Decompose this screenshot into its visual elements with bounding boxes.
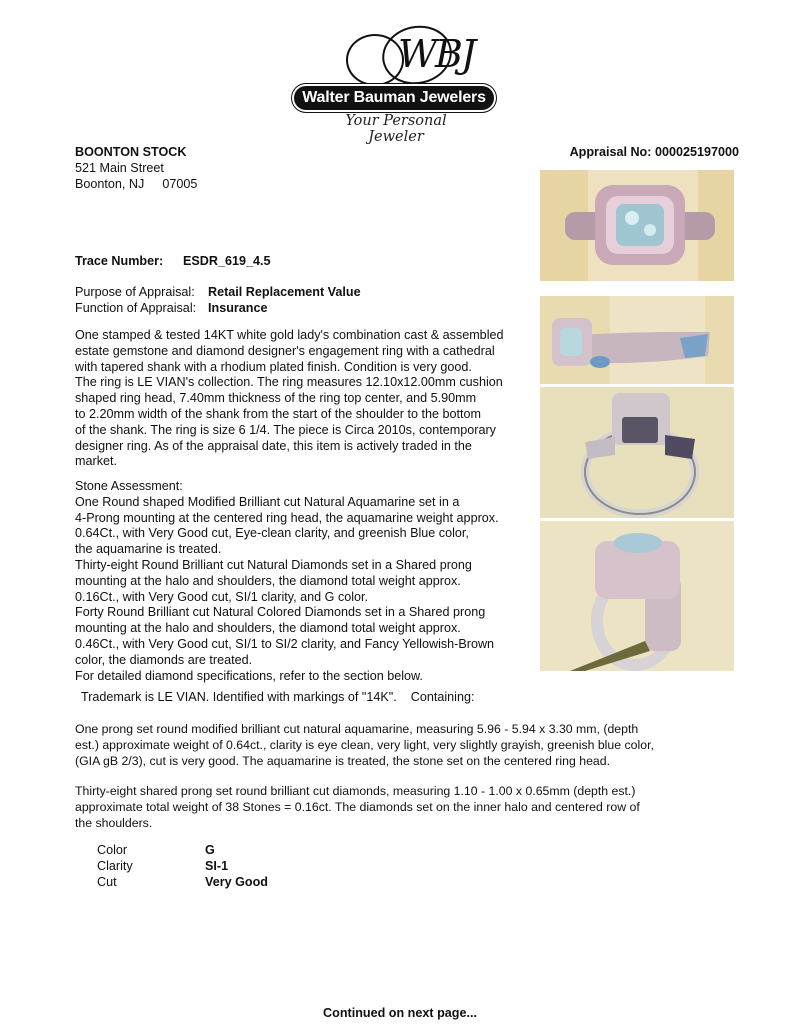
stone-assessment-line: 4-Prong mounting at the centered ring head, the aquamarine weight approx. xyxy=(75,510,499,525)
stone-assessment-line: Forty Round Brilliant cut Natural Colored Diamonds set in a Shared prong xyxy=(75,605,486,620)
trace-number-value: ESDR_619_4.5 xyxy=(183,254,271,268)
description-line: One stamped & tested 14KT white gold lady's combination cast & assembled xyxy=(75,328,504,342)
continued-footer: Continued on next page... xyxy=(323,1006,477,1020)
stone-assessment-line: One Round shaped Modified Brilliant cut Natural Aquamarine set in a xyxy=(75,494,460,509)
trademark-line: Trademark is LE VIAN. Identified with markings of "14K". Containing: xyxy=(81,690,475,704)
function-row xyxy=(75,301,361,317)
wbj-monogram xyxy=(340,28,475,86)
stone-assessment-line: For detailed diamond specifications, refer to the section below. xyxy=(75,668,423,683)
stone-assessment xyxy=(75,479,535,684)
function-label: Function of Appraisal: xyxy=(75,300,197,315)
stone-assessment-line: mounting at the halo and shoulders, the diamond total weight approx. xyxy=(75,621,461,636)
spec-label: Color xyxy=(97,843,128,857)
aquamarine-detail-line: est.) approximate weight of 0.64ct., clarity is eye clean, very light, very slightly grayish, greenish blue color, xyxy=(75,737,654,752)
description-line: market. xyxy=(75,454,117,469)
stone-assessment-line: 0.64Ct., with Very Good cut, Eye-clean clarity, and greenish Blue color, xyxy=(75,526,469,541)
company-name-banner: Walter Bauman Jewelers xyxy=(294,86,494,110)
description-line: estate gemstone and diamond designer's engagement ring with a cathedral xyxy=(75,343,495,358)
diamond-detail xyxy=(75,784,755,831)
stone-assessment-heading: Stone Assessment: xyxy=(75,479,183,493)
description-line: of the shank. The ring is size 6 1/4. The piece is Circa 2010s, contemporary xyxy=(75,422,496,437)
store-address xyxy=(75,145,197,192)
aquamarine-detail-line: One prong set round modified brilliant cut natural aquamarine, measuring 5.96 - 5.94 x 3.30 mm, (depth xyxy=(75,722,639,736)
description-line: designer ring. As of the appraisal date, this item is actively traded in the xyxy=(75,438,472,453)
aquamarine-detail xyxy=(75,722,755,769)
purpose-row xyxy=(75,285,361,301)
ring-photo-side xyxy=(540,296,734,384)
spec-label: Cut xyxy=(97,874,117,889)
monogram-text: WBJ xyxy=(398,32,475,76)
store-city-state: Boonton, NJ xyxy=(75,176,145,191)
appraisal-number-label: Appraisal No: xyxy=(569,145,652,159)
spec-value: SI-1 xyxy=(205,858,229,873)
purpose-value: Retail Replacement Value xyxy=(208,285,361,299)
ring-description xyxy=(75,328,525,470)
trace-number xyxy=(75,254,271,270)
stone-assessment-line: the aquamarine is treated. xyxy=(75,542,222,557)
stone-assessment-line: 0.16Ct., with Very Good cut, SI/1 clarity, and G color. xyxy=(75,589,369,604)
trace-number-label: Trace Number: xyxy=(75,254,164,268)
store-zip: 07005 xyxy=(162,176,198,191)
spec-label: Clarity xyxy=(97,858,133,873)
ring-photo-top xyxy=(540,170,734,281)
purpose-label: Purpose of Appraisal: xyxy=(75,285,195,299)
appraisal-number-value: 000025197000 xyxy=(654,145,739,159)
description-line: to 2.20mm width of the shank from the start of the shoulder to the bottom xyxy=(75,406,482,421)
store-name: BOONTON STOCK xyxy=(75,145,187,159)
spec-row-clarity xyxy=(97,859,268,875)
aquamarine-detail-line: (GIA gB 2/3), cut is very good. The aquamarine is treated, the stone set on the centered ring head. xyxy=(75,753,611,768)
description-line: shaped ring head, 7.40mm thickness of the ring top center, and 5.90mm xyxy=(75,391,477,406)
description-line: with tapered shank with a rhodium plated finish. Condition is very good. xyxy=(75,359,472,374)
ring-photo-angled xyxy=(540,521,734,671)
appraisal-number xyxy=(570,145,739,161)
diamond-detail-line: Thirty-eight shared prong set round brilliant cut diamonds, measuring 1.10 - 1.00 x 0.65mm (depth est.) xyxy=(75,784,636,798)
store-city-line xyxy=(75,177,197,193)
company-logo xyxy=(290,28,502,145)
spec-value: G xyxy=(205,843,215,857)
appraisal-purpose-block xyxy=(75,285,361,317)
spec-value: Very Good xyxy=(205,874,268,889)
spec-row-cut xyxy=(97,875,268,891)
description-line: The ring is LE VIAN's collection. The ring measures 12.10x12.00mm cushion xyxy=(75,375,503,390)
stone-assessment-line: mounting at the halo and shoulders, the diamond total weight approx. xyxy=(75,573,461,588)
store-street: 521 Main Street xyxy=(75,160,164,175)
spec-row-color xyxy=(97,843,268,859)
stone-assessment-line: 0.46Ct., with Very Good cut, SI/1 to SI/2 clarity, and Fancy Yellowish-Brown xyxy=(75,636,495,651)
function-value: Insurance xyxy=(208,300,268,315)
stone-assessment-line: Thirty-eight Round Brilliant cut Natural Diamonds set in a Shared prong xyxy=(75,557,472,572)
company-tagline: Your Personal Jeweler xyxy=(345,113,447,145)
diamond-detail-line: approximate total weight of 38 Stones = 0.16ct. The diamonds set on the inner halo and centered row of xyxy=(75,799,640,814)
diamond-specs-table xyxy=(97,843,268,890)
ring-photo-back xyxy=(540,387,734,518)
diamond-detail-line: the shoulders. xyxy=(75,815,153,830)
stone-assessment-line: color, the diamonds are treated. xyxy=(75,652,253,667)
